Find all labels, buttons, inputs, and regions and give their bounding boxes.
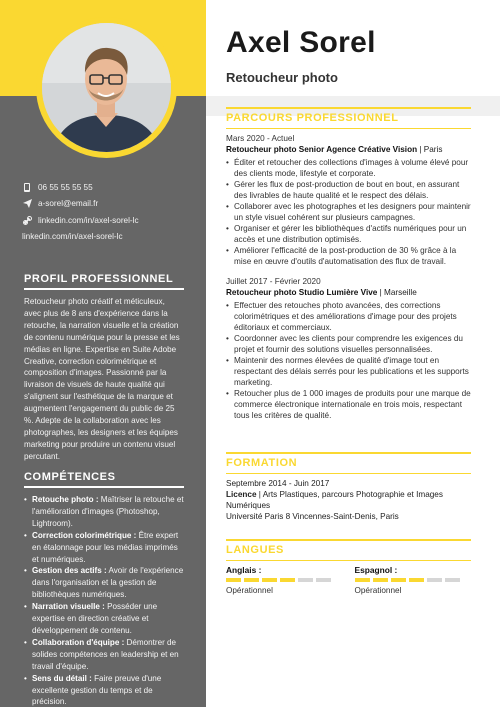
skill-label: Gestion des actifs : — [32, 566, 107, 576]
languages-title: LANGUES — [226, 544, 284, 556]
experience-section — [226, 107, 471, 421]
job-bullet: • Gérer les flux de post-production de bout en bout, en assurant des livrables de haute qualité et le respect des délais. — [226, 179, 471, 201]
linkedin-text[interactable]: linkedin.com/in/axel-sorel-lc — [38, 215, 139, 225]
education-degree — [226, 489, 471, 511]
language-item — [355, 565, 472, 595]
language-name: Espagnol : — [354, 565, 398, 575]
education-school: Université Paris 8 Vincennes-Saint-Denis, Paris — [226, 512, 399, 521]
job-bullet: • Effectuer des retouches photo avancées, des corrections colorimétriques et des améliorations d'image pour des projets éditoriaux et commerciaux. — [226, 300, 471, 333]
job-bullet: • Collaborer avec les photographes et les designers pour maintenir un style visuel cohérent sur plusieurs campagnes. — [226, 201, 471, 223]
level-segment — [316, 578, 331, 582]
skill-label: Correction colorimétrique : — [32, 530, 137, 540]
profile-title: PROFIL PROFESSIONNEL — [24, 273, 174, 285]
skill-item — [24, 601, 184, 637]
job-entry — [226, 133, 471, 267]
contact-linkedin-plain[interactable] — [22, 230, 202, 243]
skill-label: Retouche photo : — [32, 495, 99, 504]
education-section — [226, 452, 471, 522]
skills-section — [24, 471, 184, 707]
level-segment — [409, 578, 424, 582]
skill-item — [24, 494, 184, 530]
job-location: | Paris — [417, 145, 443, 154]
skill-label: Collaboration d'équipe : — [32, 637, 125, 647]
skill-text: Maîtriser la retouche et l'amélioration d'images (Photoshop, Lightroom). — [32, 495, 184, 528]
profile-photo — [42, 23, 171, 152]
link-icon — [22, 215, 32, 225]
job-heading — [226, 144, 471, 155]
email-text[interactable]: a-sorel@email.fr — [38, 199, 99, 209]
languages-section — [226, 539, 471, 595]
language-level-bar — [355, 578, 472, 582]
contact-phone — [22, 181, 202, 194]
portrait-illustration — [42, 23, 171, 152]
profile-text: Retoucheur photo créatif et méticuleux, avec plus de 8 ans d'expérience dans la retouche, la narration visuelle et la création de contenu numérique pour la presse et les médias en ligne. Expertise en Suite Adobe Creative, correction colorimétrique et composition d'images. Passionné par la livraison de visuels de haute qualité qui s'alignent sur l'esthétique de la marque et augmentent l'engagement du public de 25 %. Adepte de la collaboration avec les photographes, les designers et les équipes marketing pour produire un contenu visuel percutant. — [24, 297, 180, 461]
skill-item — [24, 637, 184, 673]
job-date: Juillet 2017 - Février 2020 — [226, 277, 321, 286]
languages-rule-bottom — [226, 560, 471, 561]
languages-list — [226, 565, 471, 595]
contact-block — [22, 181, 202, 247]
job-location: | Marseille — [377, 288, 417, 297]
language-level: Opérationnel — [354, 586, 402, 595]
job-bullets — [226, 157, 471, 267]
skill-text: Faire preuve d'une excellente gestion du temps et de précision. — [32, 673, 162, 707]
job-bullet: • Retoucher plus de 1 000 images de produits pour une marque de commerce électronique internationale en trois mois, respectant tous les critères de qualité. — [226, 388, 471, 421]
job-bullet: • Organiser et gérer les bibliothèques d'actifs numériques pour un accès et une distribution optimisés. — [226, 223, 471, 245]
skill-item — [24, 530, 184, 566]
degree-label: Licence — [226, 490, 257, 499]
job-role: Retoucheur photo Senior Agence Créative Vision — [226, 145, 418, 154]
skills-rule — [24, 486, 184, 488]
education-date: Septembre 2014 - Juin 2017 — [226, 479, 330, 488]
candidate-name: Axel Sorel — [226, 26, 376, 59]
job-date: Mars 2020 - Actuel — [226, 134, 295, 143]
skills-list — [24, 494, 184, 707]
phone-text: 06 55 55 55 55 — [38, 183, 93, 192]
job-bullet: • Améliorer l'efficacité de la post-production de 30 % grâce à la mise en œuvre d'outils d'automatisation des flux de travail. — [226, 245, 471, 267]
level-segment — [445, 578, 460, 582]
candidate-job-title: Retoucheur photo — [226, 70, 338, 85]
skill-item — [24, 673, 184, 707]
job-heading — [226, 287, 471, 298]
job-entry — [226, 276, 471, 421]
language-level-bar — [226, 578, 343, 582]
level-segment — [244, 578, 259, 582]
education-rule-bottom — [226, 473, 471, 474]
send-icon — [22, 199, 32, 209]
experience-title: PARCOURS PROFESSIONNEL — [226, 112, 399, 124]
job-bullets — [226, 300, 471, 421]
skill-label: Sens du détail : — [32, 673, 92, 683]
level-segment — [391, 578, 406, 582]
skills-title: COMPÉTENCES — [24, 471, 116, 483]
linkedin-plain-text[interactable]: linkedin.com/in/axel-sorel-lc — [22, 232, 123, 242]
skill-text: Posséder une expertise en direction créative et développement de contenu. — [32, 602, 158, 635]
contact-email[interactable] — [22, 197, 202, 210]
skill-text: Démontrer de solides compétences en leadership et en travail d'équipe. — [32, 637, 179, 671]
skill-text: Avoir de l'expérience dans l'organisation et la gestion de bibliothèques numériques. — [32, 566, 184, 600]
language-item — [226, 565, 343, 595]
job-bullet: • Coordonner avec les clients pour comprendre les exigences du projet et fournir des solutions visuelles personnalisées. — [226, 333, 471, 355]
profile-section — [24, 273, 184, 463]
phone-icon — [22, 183, 32, 193]
experience-rule-bottom — [226, 128, 471, 129]
level-segment — [355, 578, 370, 582]
skill-text: Être expert en étalonnage pour les médias imprimés et numériques. — [32, 530, 179, 564]
level-segment — [373, 578, 388, 582]
job-bullet: • Éditer et retoucher des collections d'images à volume élevé pour des clients mode, lifestyle et corporate. — [226, 157, 471, 179]
job-bullet: • Maintenir des normes élevées de qualité d'image tout en respectant des délais serrés pour les publications et les supports marketing. — [226, 355, 471, 388]
degree-text: | Arts Plastiques, parcours Photographie et Images Numériques — [226, 490, 443, 510]
level-segment — [280, 578, 295, 582]
profile-rule — [24, 288, 184, 290]
level-segment — [226, 578, 241, 582]
job-role: Retoucheur photo Studio Lumière Vive — [226, 288, 378, 297]
education-title: FORMATION — [226, 457, 298, 469]
level-segment — [298, 578, 313, 582]
level-segment — [427, 578, 442, 582]
contact-linkedin[interactable] — [22, 214, 202, 227]
language-level: Opérationnel — [226, 586, 273, 595]
skill-item — [24, 565, 184, 601]
level-segment — [262, 578, 277, 582]
skill-label: Narration visuelle : — [32, 602, 105, 612]
language-name: Anglais : — [226, 565, 262, 575]
